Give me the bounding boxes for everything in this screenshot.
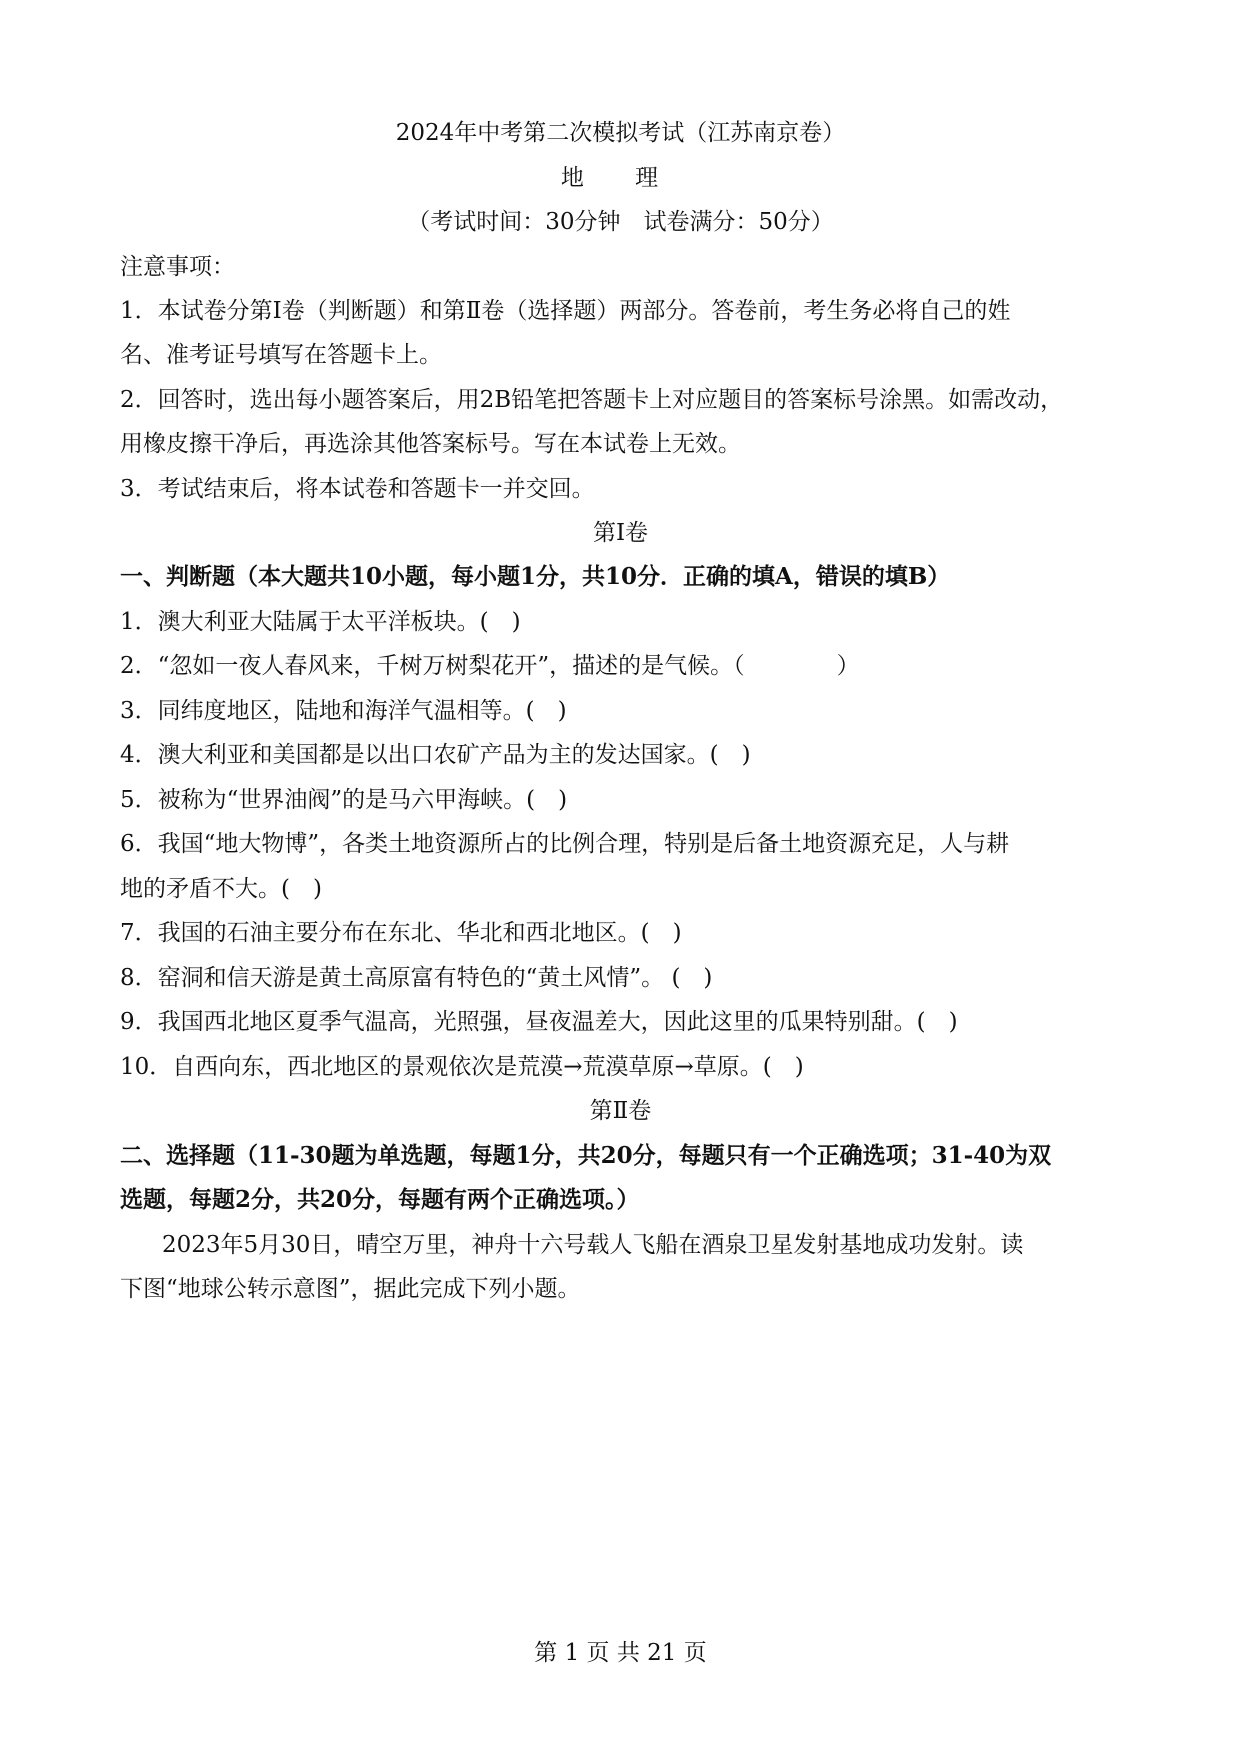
passage-line: 2023年5月30日，晴空万里，神舟十六号载人飞船在酒泉卫星发射基地成功发射。读: [162, 1232, 1024, 1258]
section-heading: 选题，每题2分，共20分，每题有两个正确选项。）: [120, 1186, 640, 1213]
exam-title: 2024年中考第二次模拟考试（江苏南京卷）: [395, 120, 846, 146]
question-item: 6．我国“地大物博”，各类土地资源所占的比例合理，特别是后备土地资源充足，人与耕: [120, 831, 1010, 857]
question-item: 5．被称为“世界油阀”的是马六甲海峡。( ): [120, 787, 568, 813]
page-number: 第 1 页 共 21 页: [534, 1640, 707, 1666]
notice-line: 用橡皮擦干净后，再选涂其他答案标号。写在本试卷上无效。: [120, 431, 741, 457]
question-item: 10．自西向东，西北地区的景观依次是荒漠→荒漠草原→草原。( ): [120, 1054, 804, 1080]
question-item: 1．澳大利亚大陆属于太平洋板块。( ): [120, 609, 521, 635]
question-item: 4．澳大利亚和美国都是以出口农矿产品为主的发达国家。( ): [120, 742, 751, 768]
passage-line: 下图“地球公转示意图”，据此完成下列小题。: [120, 1276, 581, 1302]
question-item: 9．我国西北地区夏季气温高，光照强，昼夜温差大，因此这里的瓜果特别甜。( ): [120, 1009, 958, 1035]
question-item: 地的矛盾不大。( ): [120, 876, 322, 902]
exam-info: （考试时间：30分钟 试卷满分：50分）: [407, 209, 834, 235]
notice-line: 2．回答时，选出每小题答案后，用2B铅笔把答题卡上对应题目的答案标号涂黑。如需改动，: [120, 387, 1064, 413]
notice-line: 3．考试结束后，将本试卷和答题卡一并交回。: [120, 476, 595, 502]
section-heading: 一、判断题（本大题共10小题，每小题1分，共10分．正确的填A，错误的填B）: [120, 563, 951, 590]
notice-line: 1．本试卷分第Ⅰ卷（判断题）和第Ⅱ卷（选择题）两部分。答卷前，考生务必将自己的姓: [120, 298, 1011, 324]
question-item: 2．“忽如一夜人春风来，千树万树梨花开”，描述的是气候。（ ）: [120, 653, 860, 679]
part2-label: 第Ⅱ卷: [589, 1098, 652, 1124]
notice-heading: 注意事项：: [120, 254, 235, 280]
part1-label: 第Ⅰ卷: [592, 520, 649, 546]
question-item: 3．同纬度地区，陆地和海洋气温相等。( ): [120, 698, 567, 724]
section-heading: 二、选择题（11-30题为单选题，每题1分，共20分，每题只有一个正确选项；31-40为双: [120, 1142, 1052, 1169]
question-item: 8．窑洞和信天游是黄土高原富有特色的“黄土风情”。 ( ): [120, 965, 713, 991]
subject-title: 地 理: [560, 165, 681, 191]
notice-line: 名、准考证号填写在答题卡上。: [120, 342, 442, 368]
question-item: 7．我国的石油主要分布在东北、华北和西北地区。( ): [120, 920, 682, 946]
